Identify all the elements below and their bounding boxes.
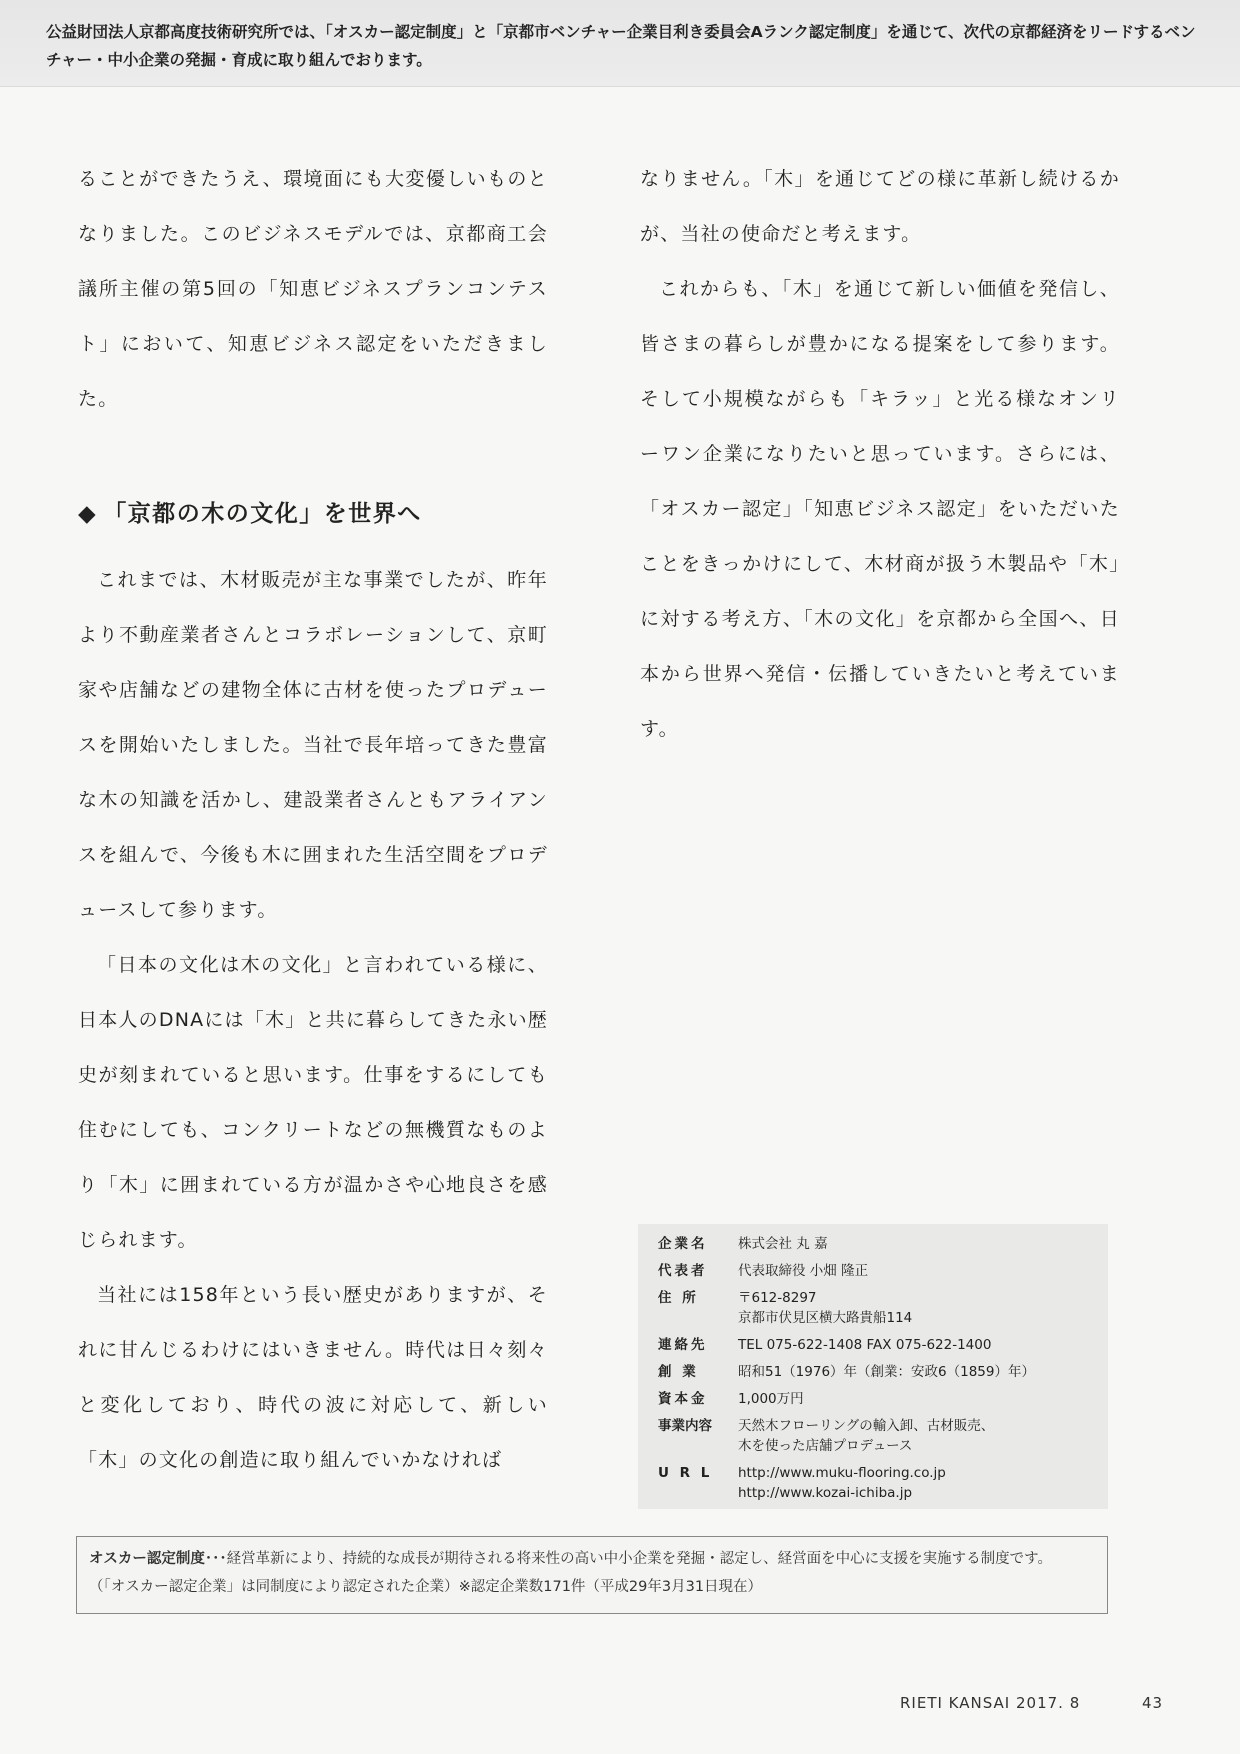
section-heading-text: 「京都の木の文化」を世界へ xyxy=(103,501,422,527)
section-heading xyxy=(78,489,548,539)
company-business-line-2: 木を使った店舗プロデュース xyxy=(738,1438,913,1454)
company-address-value: 京都市伏見区横大路貴船114 xyxy=(738,1310,913,1326)
company-profile-box xyxy=(638,1224,1108,1509)
company-row-address xyxy=(658,1286,1098,1333)
company-address-zip: 〒612-8297 xyxy=(738,1290,817,1306)
company-address-label: 住 所 xyxy=(658,1290,699,1306)
left-paragraph-3: 「日本の文化は木の文化」と言われている様に、日本人のDNAには「木」と共に暮らしてきた永い歴史が刻まれていると思います。仕事をするにしても住むにしても、コンクリートなどの無機質なものより「木」に囲まれている方が温かさや心地良さを感じられます。 xyxy=(78,954,548,1251)
note-dots: ･･･ xyxy=(204,1551,227,1567)
company-name-value: 株式会社 丸 嘉 xyxy=(738,1236,828,1252)
company-url-label: U R L xyxy=(658,1465,713,1481)
note-line-2: （「オスカー認定企業」は同制度により認定された企業）※認定企業数171件（平成29年3月31日現在） xyxy=(89,1579,763,1595)
note-term: オスカー認定制度 xyxy=(89,1551,205,1567)
left-paragraph-2: これまでは、木材販売が主な事業でしたが、昨年より不動産業者さんとコラボレーションして、京町家や店舗などの建物全体に古材を使ったプロデュースを開始いたしました。当社で長年培ってきた豊富な木の知識を活かし、建設業者さんともアライアンスを組んで、今後も木に囲まれた生活空間をプロデュースして参ります。 xyxy=(78,569,548,921)
company-row-founded xyxy=(658,1360,1098,1387)
right-column xyxy=(640,152,1120,757)
company-contact-value: TEL 075-622-1408 FAX 075-622-1400 xyxy=(738,1337,992,1353)
company-founded-value: 昭和51（1976）年（創業：安政6（1859）年） xyxy=(738,1364,1035,1380)
company-row-capital xyxy=(658,1387,1098,1414)
company-url-1: http://www.muku-flooring.co.jp xyxy=(738,1465,946,1481)
company-rep-value: 代表取締役 小畑 隆正 xyxy=(738,1263,869,1279)
left-paragraph-1: ることができたうえ、環境面にも大変優しいものとなりました。このビジネスモデルでは、京都商工会議所主催の第5回の「知恵ビジネスプランコンテスト」において、知恵ビジネス認定をいただきました。 xyxy=(78,168,548,410)
company-profile-table xyxy=(658,1232,1098,1508)
page-number: 43 xyxy=(1142,1694,1164,1712)
header-band xyxy=(0,0,1240,87)
company-row-contact xyxy=(658,1333,1098,1360)
company-contact-label: 連絡先 xyxy=(658,1337,708,1353)
company-row-rep xyxy=(658,1259,1098,1286)
right-paragraph-2: これからも、「木」を通じて新しい価値を発信し、皆さまの暮らしが豊かになる提案をして参ります。そして小規模ながらも「キラッ」と光る様なオンリーワン企業になりたいと思っています。さらには、「オスカー認定」「知恵ビジネス認定」をいただいたことをきっかけにして、木材商が扱う木製品や「木」に対する考え方、「木の文化」を京都から全国へ、日本から世界へ発信・伝播していきたいと考えています。 xyxy=(640,278,1120,740)
left-paragraph-4: 当社には158年という長い歴史がありますが、それに甘んじるわけにはいきません。時代は日々刻々と変化しており、時代の波に対応して、新しい「木」の文化の創造に取り組んでいかなければ xyxy=(78,1284,548,1471)
magazine-footer: RIETI KANSAI 2017. 8 xyxy=(900,1694,1081,1712)
company-row-name xyxy=(658,1232,1098,1259)
company-rep-label: 代表者 xyxy=(658,1263,708,1279)
left-column xyxy=(78,152,548,1488)
company-row-url xyxy=(658,1461,1098,1508)
diamond-bullet-icon: ◆ xyxy=(78,501,98,527)
note-line-1 xyxy=(89,1547,1052,1568)
company-name-label: 企業名 xyxy=(658,1236,708,1252)
header-intro-text: 公益財団法人京都高度技術研究所では、「オスカー認定制度」と「京都市ベンチャー企業目利き委員会Aランク認定制度」を通じて、次代の京都経済をリードするベンチャー・中小企業の発掘・育成に取り組んでおります。 xyxy=(46,23,1196,69)
note-definition: 経営革新により、持続的な成長が期待される将来性の高い中小企業を発掘・認定し、経営面を中心に支援を実施する制度です。 xyxy=(226,1551,1052,1567)
definition-note-box xyxy=(76,1536,1108,1614)
right-paragraph-1: なりません。「木」を通じてどの様に革新し続けるかが、当社の使命だと考えます。 xyxy=(640,168,1120,245)
company-business-line-1: 天然木フローリングの輸入卸、古材販売、 xyxy=(738,1418,995,1434)
company-row-business xyxy=(658,1414,1098,1461)
company-business-label: 事業内容 xyxy=(658,1418,712,1434)
company-capital-label: 資本金 xyxy=(658,1391,708,1407)
company-url-2: http://www.kozai-ichiba.jp xyxy=(738,1485,913,1501)
company-capital-value: 1,000万円 xyxy=(738,1391,804,1407)
company-founded-label: 創 業 xyxy=(658,1364,699,1380)
